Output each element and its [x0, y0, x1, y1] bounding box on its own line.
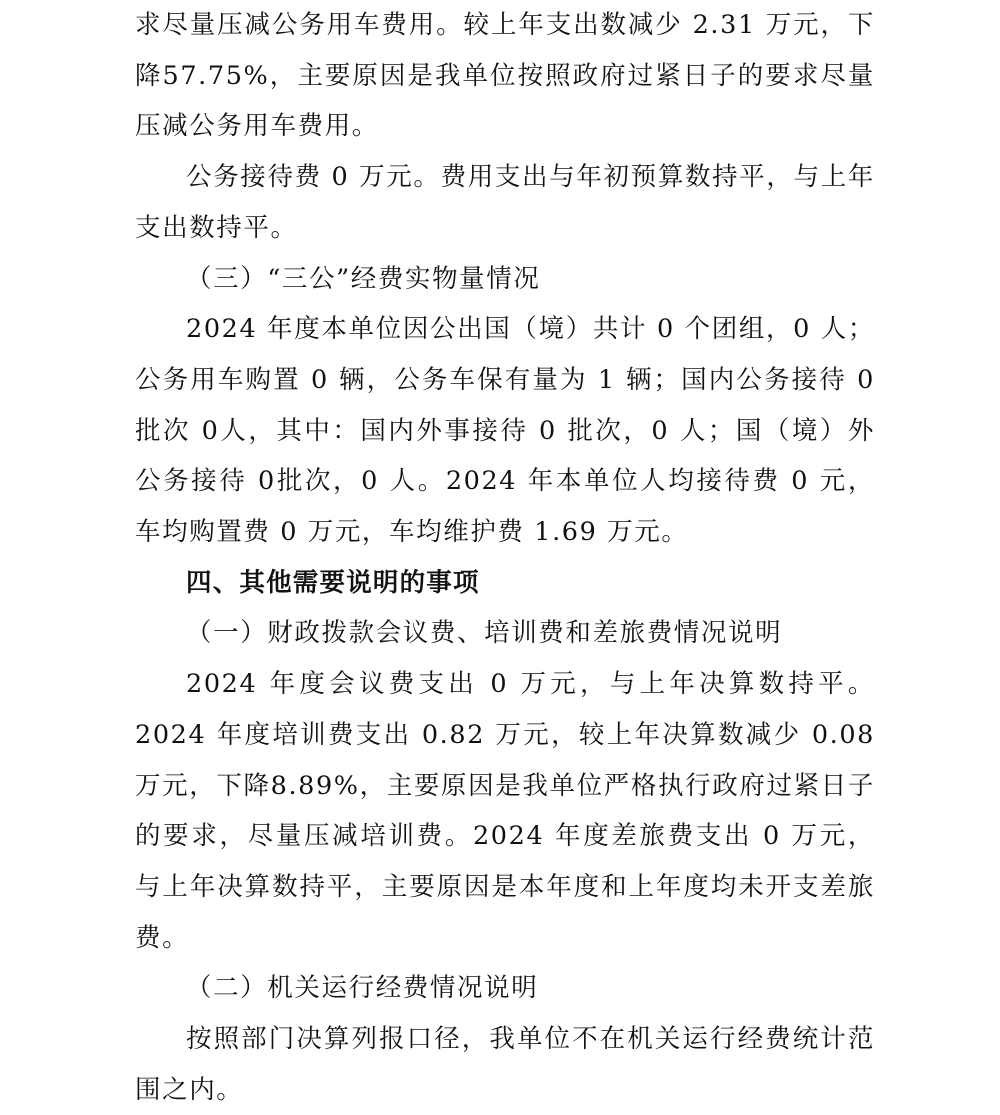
- subheading-physical-quantity: （三）“三公”经费实物量情况: [186, 263, 541, 294]
- document-page: [135, 0, 875, 1115]
- subheading-operating-expenses: （二）机关运行经费情况说明: [186, 973, 539, 1004]
- paragraph-reception-cost: 公务接待费 0 万元。费用支出与年初预算数持平，与上年支出数持平。: [135, 162, 875, 243]
- paragraph-vehicle-cost-continued: 求尽量压减公务用车费用。较上年支出数减少 2.31 万元，下降57.75%，主要原因是我单位按照政府过紧日子的要求尽量压减公务用车费用。: [135, 10, 875, 142]
- paragraph-physical-quantity: 2024 年度本单位因公出国（境）共计 0 个团组，0 人；公务用车购置 0 辆，公务车保有量为 1 辆；国内公务接待 0 批次 0人，其中：国内外事接待 0 批次，0 人；国（境）外公务接待 0批次，0 人。2024 年本单位人均接待费 0 元，车均购置费 0 万元，车均维护费 1.69 万元。: [135, 314, 875, 548]
- paragraph-meeting-training-travel: 2024 年度会议费支出 0 万元，与上年决算数持平。2024 年度培训费支出 0.82 万元，较上年决算数减少 0.08 万元，下降8.89%，主要原因是我单位严格执行政府过紧日子的要求，尽量压减培训费。2024 年度差旅费支出 0 万元，与上年决算数持平，主要原因是本年度和上年度均未开支差旅费。: [135, 669, 875, 953]
- subheading-meeting-training-travel: （一）财政拨款会议费、培训费和差旅费情况说明: [186, 618, 783, 649]
- paragraph-operating-expenses: 按照部门决算列报口径，我单位不在机关运行经费统计范围之内。: [135, 1024, 875, 1105]
- section-heading-other-matters: 四、其他需要说明的事项: [186, 567, 480, 598]
